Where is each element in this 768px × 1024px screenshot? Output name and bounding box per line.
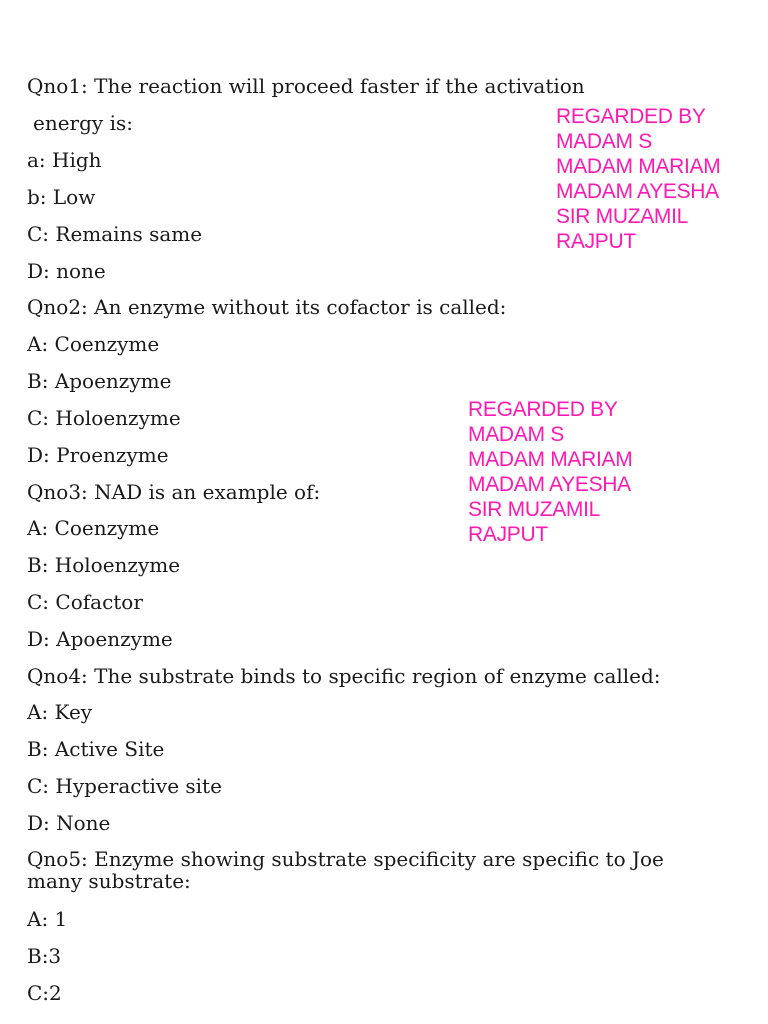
question-5-option-b: B:3 xyxy=(27,944,62,968)
question-1-option-d: D: none xyxy=(27,259,106,283)
question-4-option-c: C: Hyperactive site xyxy=(27,774,222,798)
stamp-line: RAJPUT xyxy=(556,230,636,253)
question-5-option-a: A: 1 xyxy=(27,907,68,931)
question-1-text-continued: energy is: xyxy=(33,111,133,135)
question-1-option-a: a: High xyxy=(27,148,102,172)
question-3-option-b: B: Holoenzyme xyxy=(27,553,181,577)
question-2-option-a: A: Coenzyme xyxy=(27,332,160,356)
question-2-option-c: C: Holoenzyme xyxy=(27,406,181,430)
question-1-option-b: b: Low xyxy=(27,185,96,209)
regarded-by-stamp xyxy=(468,397,632,547)
stamp-line: REGARDED BY xyxy=(556,105,706,128)
stamp-line: MADAM S xyxy=(556,130,652,153)
stamp-line: SIR MUZAMIL xyxy=(556,205,689,228)
question-4-text: Qno4: The substrate binds to specific region of enzyme called: xyxy=(27,664,661,688)
stamp-line: MADAM MARIAM xyxy=(556,155,721,178)
regarded-by-stamp xyxy=(556,104,720,254)
question-4-option-d: D: None xyxy=(27,811,111,835)
stamp-line: SIR MUZAMIL xyxy=(468,498,601,521)
question-3-option-a: A: Coenzyme xyxy=(27,516,160,540)
question-5-option-c: C:2 xyxy=(27,981,62,1005)
question-3-option-d: D: Apoenzyme xyxy=(27,627,173,651)
question-4-option-a: A: Key xyxy=(27,700,93,724)
question-5-text: Qno5: Enzyme showing substrate specificity are specific to Joe many substrate: xyxy=(27,847,664,893)
question-2-text: Qno2: An enzyme without its cofactor is called: xyxy=(27,295,507,319)
question-3-option-c: C: Cofactor xyxy=(27,590,143,614)
stamp-line: MADAM S xyxy=(468,423,564,446)
question-2-option-d: D: Proenzyme xyxy=(27,443,169,467)
question-1-option-c: C: Remains same xyxy=(27,222,203,246)
stamp-line: RAJPUT xyxy=(468,523,548,546)
question-4-option-b: B: Active Site xyxy=(27,737,165,761)
stamp-line: MADAM AYESHA xyxy=(556,180,719,203)
stamp-line: MADAM MARIAM xyxy=(468,448,633,471)
stamp-line: REGARDED BY xyxy=(468,398,618,421)
question-1-text: Qno1: The reaction will proceed faster if the activation xyxy=(27,74,585,98)
question-2-option-b: B: Apoenzyme xyxy=(27,369,172,393)
stamp-line: MADAM AYESHA xyxy=(468,473,631,496)
question-3-text: Qno3: NAD is an example of: xyxy=(27,480,321,504)
